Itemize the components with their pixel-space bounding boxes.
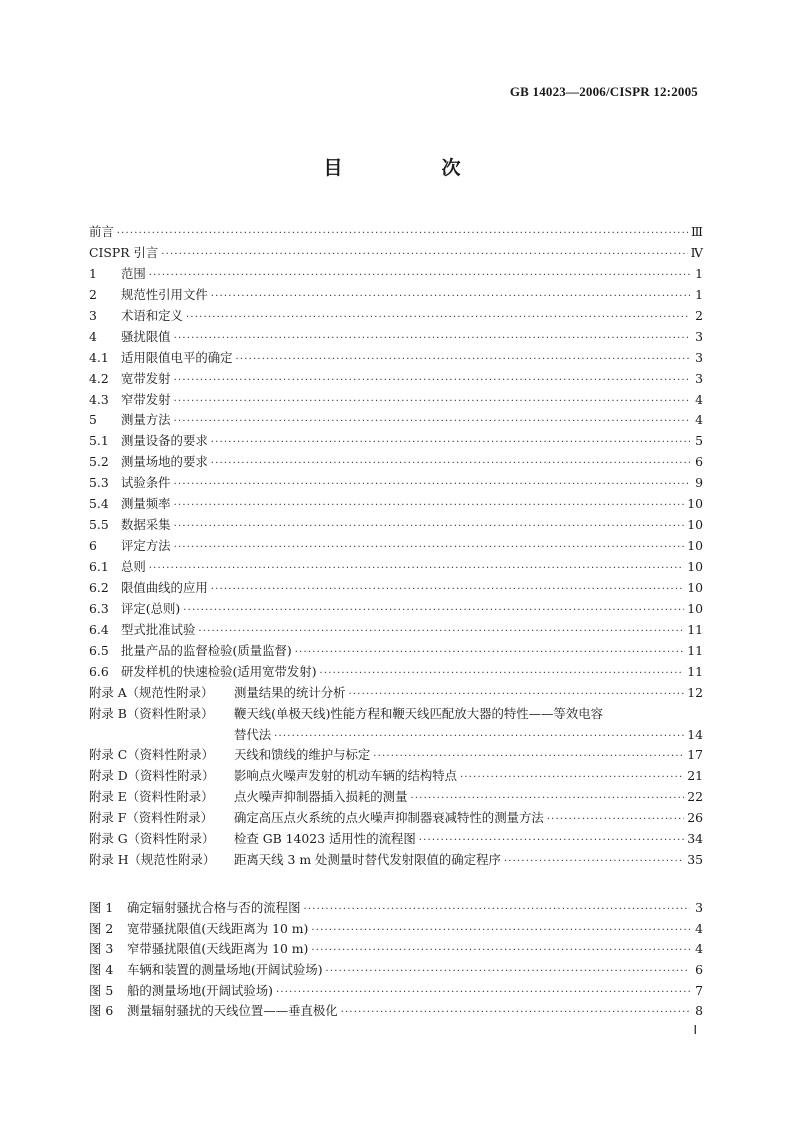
entry-page-number: 11: [687, 663, 703, 679]
entry-page-number: 3: [695, 900, 703, 915]
figure-number: 图 2: [89, 920, 114, 936]
entry-page-number: Ⅳ: [690, 244, 703, 260]
dot-leader: [149, 266, 690, 287]
entry-page-number: 10: [687, 538, 703, 554]
dot-leader: [211, 433, 690, 454]
dot-leader: [295, 643, 684, 664]
figure-entry[interactable]: [89, 981, 703, 1002]
entry-number: 6.4: [89, 621, 109, 637]
entry-page-number: 8: [695, 1003, 703, 1019]
entry-number: 3: [89, 307, 97, 323]
figure-entry[interactable]: [89, 1001, 703, 1022]
toc-entry[interactable]: [89, 348, 703, 369]
entry-number: 5.3: [89, 475, 109, 491]
entry-title: CISPR 引言: [89, 244, 159, 260]
entry-title: 测量辐射骚扰的天线位置——垂直极化: [127, 1003, 338, 1019]
entry-number: 5.4: [89, 496, 109, 512]
entry-number: 附录 E（资料性附录）: [89, 789, 214, 805]
figure-number: 图 6: [89, 1003, 114, 1019]
entry-number: 附录 D（资料性附录）: [89, 768, 215, 784]
toc-entry[interactable]: [89, 410, 703, 431]
entry-page-number: 26: [687, 810, 703, 826]
entry-title: 检查 GB 14023 适用性的流程图: [234, 831, 416, 847]
toc-entry[interactable]: [89, 787, 703, 808]
toc-entry[interactable]: [89, 808, 703, 829]
figure-number: 图 4: [89, 962, 114, 978]
toc-entry[interactable]: [89, 431, 703, 452]
toc-entry[interactable]: [89, 494, 703, 515]
dot-leader: [547, 810, 684, 831]
entry-page-number: 10: [687, 496, 703, 512]
page-number: Ⅰ: [693, 1023, 697, 1037]
standard-code: GB 14023—2006/CISPR 12:2005: [509, 84, 698, 99]
toc-entry[interactable]: [89, 515, 703, 536]
entry-page-number: 17: [687, 747, 703, 763]
entry-title: 天线和馈线的维护与标定: [234, 747, 371, 763]
entry-title: 影响点火噪声发射的机动车辆的结构特点: [234, 768, 458, 784]
entry-number: 附录 H（规范性附录）: [89, 852, 216, 868]
entry-number: 1: [89, 265, 97, 281]
entry-title: 测量方法: [121, 412, 171, 428]
toc-entry[interactable]: [89, 704, 703, 725]
entry-page-number: 4: [695, 391, 703, 407]
toc-entry[interactable]: [89, 390, 703, 411]
entry-title: 批量产品的监督检验(质量监督): [121, 642, 292, 658]
entry-title: 点火噪声抑制器插入损耗的测量: [234, 789, 408, 805]
entry-page-number: 3: [695, 328, 703, 344]
dot-leader: [274, 727, 684, 748]
entry-number: 5.2: [89, 454, 109, 470]
entry-title: 宽带骚扰限值(天线距离为 10 m): [127, 920, 309, 936]
entry-page-number: 1: [695, 265, 703, 281]
entry-title: 确定高压点火系统的点火噪声抑制器衰减特性的测量方法: [234, 810, 544, 826]
figure-number: 图 3: [89, 941, 114, 957]
entry-title: 测量结果的统计分析: [234, 684, 346, 700]
toc-entry[interactable]: [89, 327, 703, 348]
dot-leader: [326, 962, 690, 983]
entry-number: 附录 C（资料性附录）: [89, 747, 214, 763]
figure-entry[interactable]: [89, 919, 703, 940]
entry-number: 附录 F（资料性附录）: [89, 810, 214, 826]
entry-title: 适用限值电平的确定: [121, 349, 233, 365]
entry-page-number: 10: [687, 600, 703, 616]
entry-title: 测量场地的要求: [121, 454, 208, 470]
entry-number: 4.3: [89, 391, 109, 407]
toc-entry[interactable]: [89, 641, 703, 662]
entry-page-number: 9: [695, 475, 703, 491]
page-title: 目 次: [323, 157, 501, 179]
entry-page-number: 10: [687, 559, 703, 574]
entry-number: 5: [89, 412, 97, 428]
toc-entry[interactable]: [89, 620, 703, 641]
dot-leader: [183, 601, 684, 622]
dot-leader: [211, 454, 690, 475]
dot-leader: [504, 852, 684, 873]
dot-leader: [410, 789, 684, 810]
entry-page-number: 1: [695, 286, 703, 302]
toc-entry[interactable]: [89, 222, 703, 243]
entry-page-number: 5: [695, 433, 703, 449]
dot-leader: [320, 664, 685, 685]
entry-title: 评定方法: [121, 538, 171, 554]
entry-title: 术语和定义: [121, 307, 183, 323]
entry-page-number: 21: [687, 768, 703, 784]
dot-leader: [149, 559, 684, 580]
toc-entry[interactable]: [89, 557, 703, 578]
dot-leader: [303, 900, 690, 921]
dot-leader: [174, 371, 690, 392]
dot-leader: [460, 768, 684, 789]
toc-entry[interactable]: [89, 850, 703, 871]
entry-title: 测量频率: [121, 496, 171, 512]
entry-page-number: 3: [695, 370, 703, 386]
entry-number: 6.3: [89, 600, 109, 616]
entry-page-number: 2: [695, 307, 703, 323]
entry-number: 6.5: [89, 642, 109, 658]
toc-entry[interactable]: [89, 243, 703, 264]
entry-title: 测量设备的要求: [121, 433, 208, 449]
entry-number: 4: [89, 328, 97, 344]
entry-number: 2: [89, 286, 97, 302]
entry-title: 总则: [121, 559, 146, 574]
dot-leader: [198, 622, 684, 643]
toc-entry[interactable]: [89, 599, 703, 620]
entry-title: 替代法: [234, 726, 272, 742]
toc-entry[interactable]: [89, 766, 703, 787]
entry-number: 5.5: [89, 517, 109, 533]
dot-leader: [311, 921, 690, 942]
entry-page-number: 10: [687, 517, 703, 533]
entry-title: 确定辐射骚扰合格与否的流程图: [127, 900, 301, 915]
entry-title: 限值曲线的应用: [121, 579, 208, 595]
entry-page-number: 3: [695, 349, 703, 365]
entry-page-number: 34: [687, 831, 703, 847]
entry-number: 附录 B（资料性附录）: [89, 705, 214, 721]
entry-number: 附录 A（规范性附录）: [89, 684, 214, 700]
dot-leader: [161, 245, 687, 266]
dot-leader: [419, 831, 684, 852]
entry-page-number: Ⅲ: [691, 224, 703, 239]
entry-page-number: 11: [687, 642, 703, 658]
figure-entry[interactable]: [89, 898, 703, 919]
list-of-figures: [89, 898, 703, 1022]
entry-page-number: 7: [695, 982, 703, 998]
dot-leader: [174, 538, 685, 559]
dot-leader: [174, 412, 690, 433]
entry-title: 评定(总则): [121, 600, 181, 616]
entry-title: 距离天线 3 m 处测量时替代发射限值的确定程序: [234, 852, 501, 868]
toc-entry[interactable]: [89, 285, 703, 306]
toc-entry[interactable]: [89, 264, 703, 285]
entry-number: 6: [89, 538, 97, 554]
dot-leader: [311, 941, 690, 962]
toc-entry[interactable]: [89, 473, 703, 494]
entry-title: 规范性引用文件: [121, 286, 208, 302]
entry-page-number: 11: [687, 621, 703, 637]
toc-entry[interactable]: [89, 725, 703, 746]
dot-leader: [174, 517, 685, 538]
entry-number: 6.2: [89, 579, 109, 595]
figure-number: 图 5: [89, 982, 114, 998]
toc-entry[interactable]: [89, 662, 703, 683]
entry-title: 研发样机的快速检验(适用宽带发射): [121, 663, 317, 679]
entry-title: 数据采集: [121, 517, 171, 533]
entry-page-number: 4: [695, 920, 703, 936]
entry-page-number: 35: [687, 852, 703, 868]
dot-leader: [236, 350, 690, 371]
toc-entry[interactable]: [89, 536, 703, 557]
entry-page-number: 10: [687, 579, 703, 595]
entry-number: 4.1: [89, 349, 109, 365]
entry-title: 前言: [89, 224, 114, 239]
entry-page-number: 6: [695, 454, 703, 470]
entry-title: 骚扰限值: [121, 328, 171, 344]
entry-page-number: 6: [695, 962, 703, 978]
entry-title: 鞭天线(单极天线)性能方程和鞭天线匹配放大器的特性——等效电容: [234, 705, 603, 721]
entry-number: 附录 G（资料性附录）: [89, 831, 215, 847]
entry-page-number: 12: [687, 684, 703, 700]
dot-leader: [174, 475, 690, 496]
dot-leader: [186, 308, 690, 329]
entry-title: 范围: [121, 265, 146, 281]
entry-number: 4.2: [89, 370, 109, 386]
toc-entry[interactable]: [89, 306, 703, 327]
dot-leader: [174, 329, 690, 350]
dot-leader: [276, 983, 690, 1004]
entry-number: 5.1: [89, 433, 109, 449]
toc-entry[interactable]: [89, 452, 703, 473]
entry-title: 试验条件: [121, 475, 171, 491]
entry-title: 窄带发射: [121, 391, 171, 407]
entry-number: 6.6: [89, 663, 109, 679]
dot-leader: [174, 392, 690, 413]
dot-leader: [341, 1003, 690, 1024]
table-of-contents: [89, 222, 703, 871]
entry-number: 6.1: [89, 559, 109, 574]
entry-page-number: 4: [695, 941, 703, 957]
dot-leader: [349, 685, 685, 706]
figure-entry[interactable]: [89, 939, 703, 960]
dot-leader: [373, 747, 684, 768]
toc-entry[interactable]: [89, 829, 703, 850]
dot-leader: [211, 287, 690, 308]
entry-page-number: 22: [687, 789, 703, 805]
toc-entry[interactable]: [89, 683, 703, 704]
entry-title: 车辆和装置的测量场地(开阔试验场): [127, 962, 323, 978]
toc-entry[interactable]: [89, 745, 703, 766]
dot-leader: [117, 224, 688, 245]
entry-title: 窄带骚扰限值(天线距离为 10 m): [127, 941, 309, 957]
dot-leader: [174, 496, 685, 517]
entry-title: 宽带发射: [121, 370, 171, 386]
dot-leader: [211, 580, 684, 601]
toc-entry[interactable]: [89, 578, 703, 599]
figure-number: 图 1: [89, 900, 114, 915]
entry-page-number: 4: [695, 412, 703, 428]
toc-entry[interactable]: [89, 369, 703, 390]
entry-title: 型式批准试验: [121, 621, 196, 637]
entry-title: 船的测量场地(开阔试验场): [127, 982, 273, 998]
figure-entry[interactable]: [89, 960, 703, 981]
entry-page-number: 14: [687, 726, 703, 742]
